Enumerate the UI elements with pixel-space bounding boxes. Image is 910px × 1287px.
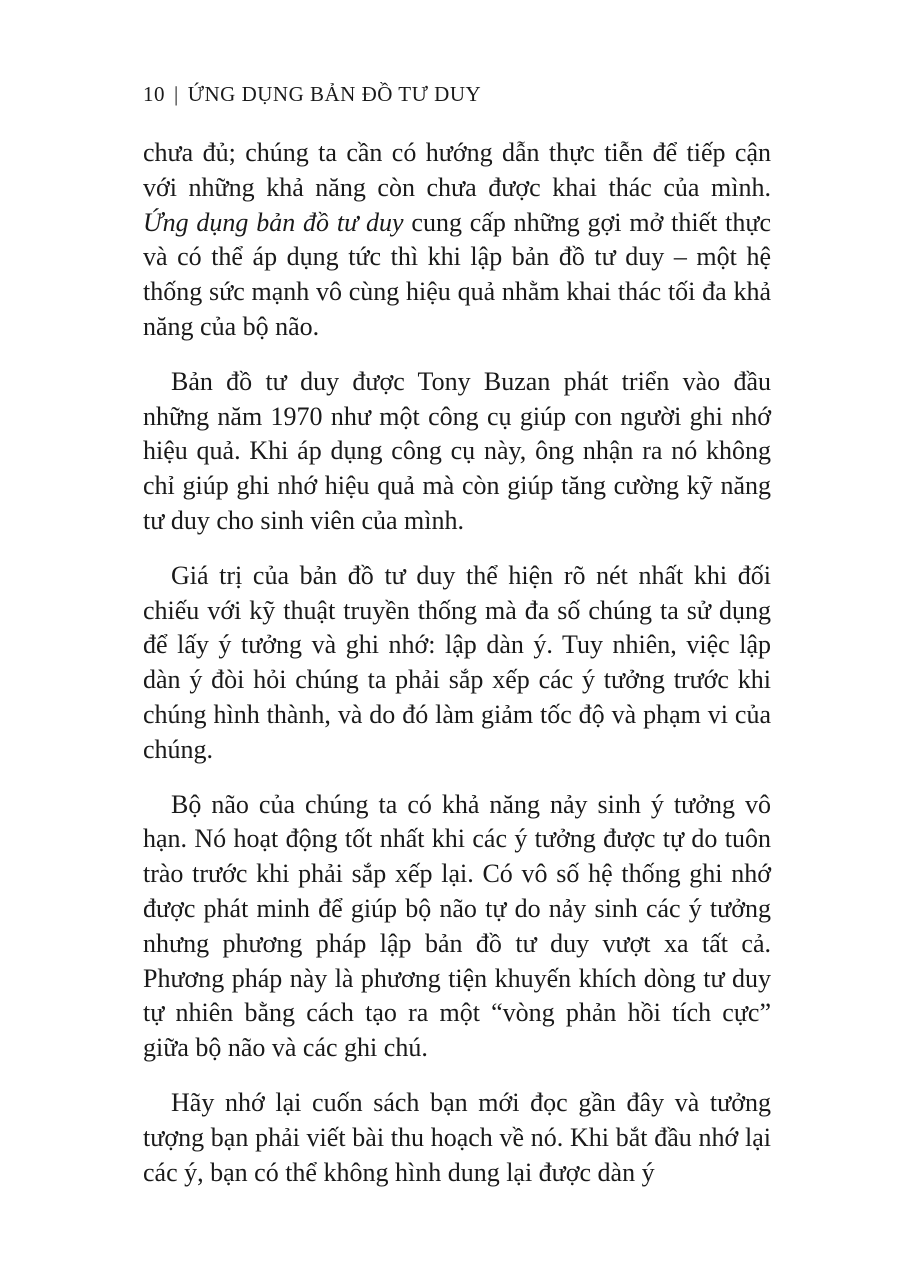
page-number: 10 [143, 82, 165, 106]
paragraph: Giá trị của bản đồ tư duy thể hiện rõ nét nhất khi đối chiếu với kỹ thuật truyền thống mà đa số chúng ta sử dụng để lấy ý tưởng và ghi nhớ: lập dàn ý. Tuy nhiên, việc lập dàn ý đòi hỏi chúng ta phải sắp xếp các ý tưởng trước khi chúng hình thành, và do đó làm giảm tốc độ và phạm vi của chúng. [143, 560, 771, 764]
book-title: ỨNG DỤNG BẢN ĐỒ TƯ DUY [187, 82, 482, 106]
running-header [143, 80, 481, 108]
paragraph: Bản đồ tư duy được Tony Buzan phát triển vào đầu những năm 1970 như một công cụ giúp con người ghi nhớ hiệu quả. Khi áp dụng công cụ này, ông nhận ra nó không chỉ giúp ghi nhớ hiệu quả mà còn giúp tăng cường kỹ năng tư duy cho sinh viên của mình. [143, 366, 771, 535]
paragraph-text: cung cấp những gợi mở thiết thực và có thể áp dụng tức thì khi lập bản đồ tư duy – một hệ thống sức mạnh vô cùng hiệu quả nhằm khai thác tối đa khả năng của bộ não. [143, 207, 772, 341]
paragraph-text: chưa đủ; chúng ta cần có hướng dẫn thực tiễn để tiếp cận với những khả năng còn chưa được khai thác của mình. [143, 138, 771, 202]
paragraph: Bộ não của chúng ta có khả năng nảy sinh ý tưởng vô hạn. Nó hoạt động tốt nhất khi các ý tưởng được tự do tuôn trào trước khi phải sắp xếp lại. Có vô số hệ thống ghi nhớ được phát minh để giúp bộ não tự do nảy sinh các ý tưởng nhưng phương pháp lập bản đồ tư duy vượt xa tất cả. Phương pháp này là phương tiện khuyến khích dòng tư duy tự nhiên bằng cách tạo ra một “vòng phản hồi tích cực” giữa bộ não và các ghi chú. [143, 789, 771, 1063]
paragraph-continued [143, 136, 771, 345]
paragraph: Hãy nhớ lại cuốn sách bạn mới đọc gần đây và tưởng tượng bạn phải viết bài thu hoạch về nó. Khi bắt đầu nhớ lại các ý, bạn có thể không hình dung lại được dàn ý [143, 1087, 771, 1187]
body-text [143, 136, 771, 1210]
header-separator: | [174, 82, 179, 106]
book-title-italic: Ứng dụng bản đồ tư duy [143, 207, 404, 237]
